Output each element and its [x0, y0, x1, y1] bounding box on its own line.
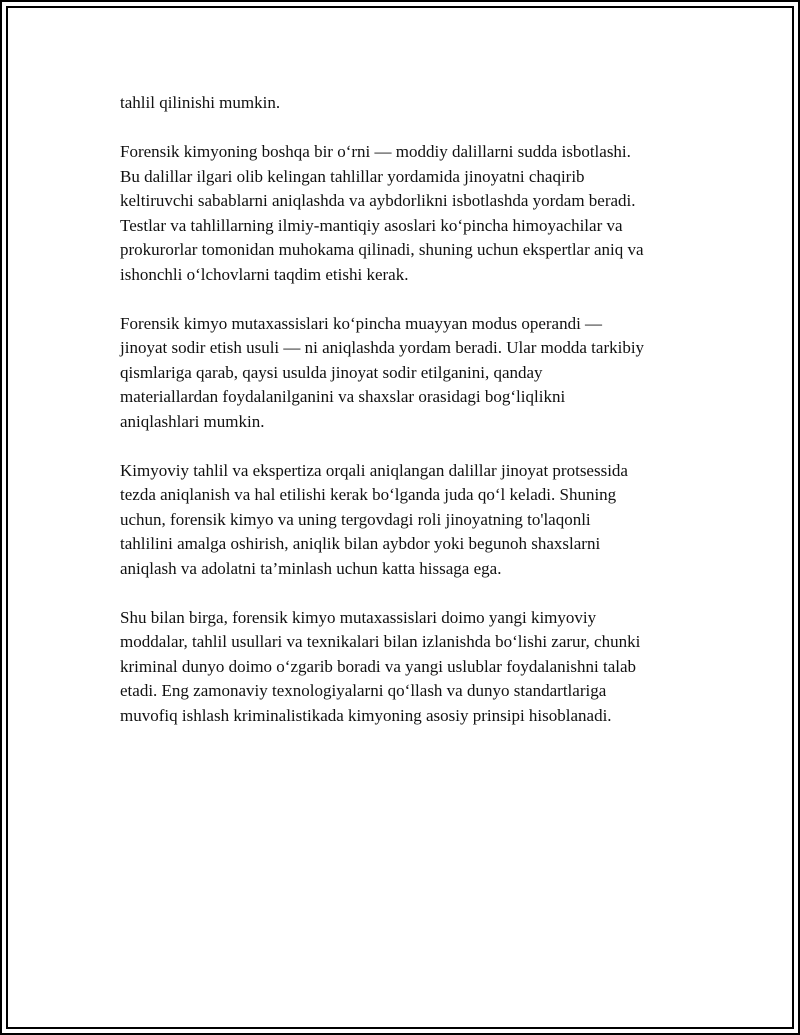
- paragraph-3: Forensik kimyo mutaxassislari ko‘pincha muayyan modus operandi — jinoyat sodir etish usuli — ni aniqlashda yordam beradi. Ular modda tarkibiy qismlariga qarab, qaysi usulda jinoyat sodir etilganini, qanday materiallardan foydalanilganini va shaxslar orasidagi bog‘liqlikni aniqlashlari mumkin.: [120, 313, 645, 431]
- document-body: [120, 91, 700, 728]
- paragraph-5: Shu bilan birga, forensik kimyo mutaxassislari doimo yangi kimyoviy moddalar, tahlil usullari va texnikalari bilan izlanishda bo‘lishi zarur, chunki kriminal dunyo doimo o‘zgarib boradi va yangi uslublar foydalanishni talab etadi. Eng zamonaviy texnologiyalarni qo‘llash va dunyo standartlariga muvofiq ishlash kriminalistikada kimyoning asosiy prinsipi hisoblanadi.: [120, 607, 641, 725]
- paragraph-1: tahlil qilinishi mumkin.: [120, 93, 281, 112]
- paragraph-2: Forensik kimyoning boshqa bir o‘rni — moddiy dalillarni sudda isbotlashi. Bu dalillar ilgari olib kelingan tahlillar yordamida jinoyatni chaqirib keltiruvchi sabablarni aniqlashda va aybdorlikni isbotlashda yordam beradi. Testlar va tahlillarning ilmiy-mantiqiy asoslari ko‘pincha himoyachilar va prokurorlar tomonidan muhokama qilinadi, shuning uchun ekspertlar aniq va ishonchli o‘lchovlarni taqdim etishi kerak.: [120, 142, 644, 284]
- paragraph-4: Kimyoviy tahlil va ekspertiza orqali aniqlangan dalillar jinoyat protsessida tezda aniqlanish va hal etilishi kerak bo‘lganda juda qo‘l keladi. Shuning uchun, forensik kimyo va uning tergovdagi roli jinoyatning to'laqonli tahlilini amalga oshirish, aniqlik bilan aybdor yoki begunoh shaxslarni aniqlash va adolatni ta’minlash uchun katta hissaga ega.: [120, 460, 628, 578]
